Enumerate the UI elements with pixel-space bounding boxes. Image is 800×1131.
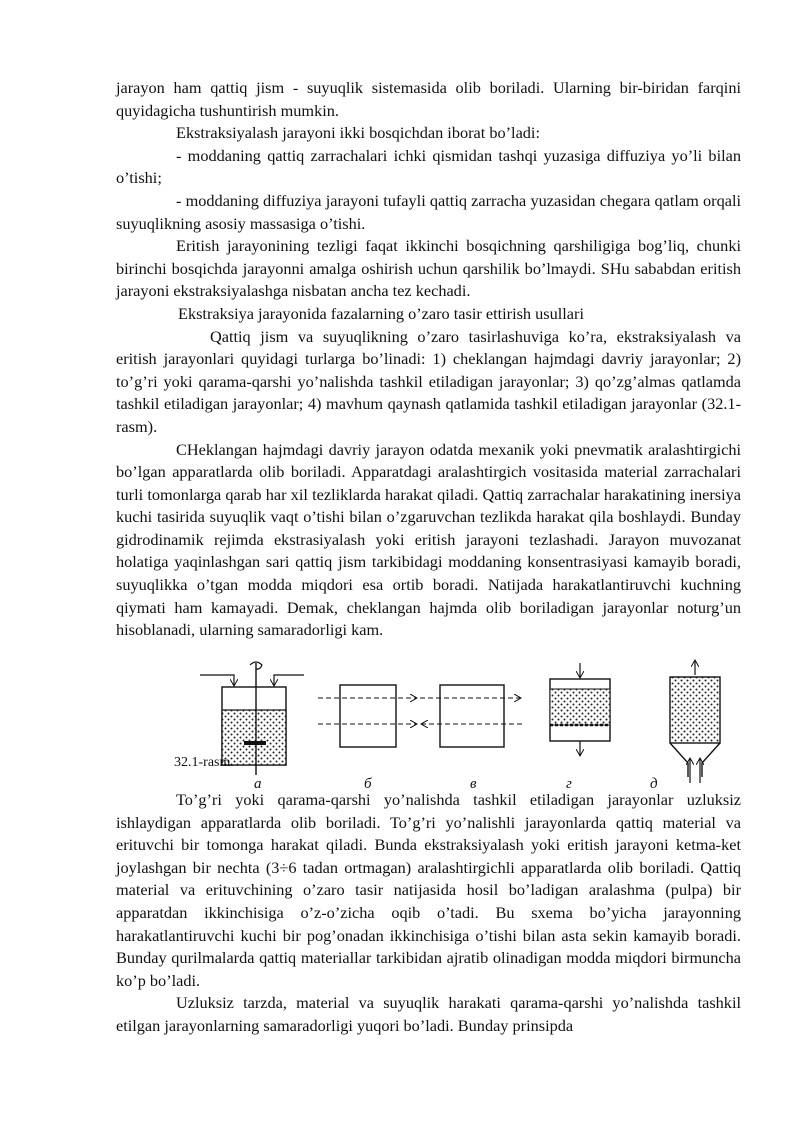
paragraph: jarayon ham qattiq jism - suyuqlik sistemasida olib boriladi. Ularning bir-biridan farqini quyidagicha tushuntirish mumkin.	[116, 78, 741, 120]
paragraph: Qattiq jism va suyuqlikning o’zaro tasirlashuviga ko’ra, ekstraksiyalash va eritish jarayonlari quyidagi turlarga bo’linadi: 1) cheklangan hajmdagi davriy jarayonlar; 2) to’g’ri yoki qarama-qarshi yo’nalishda tashkil etiladigan jarayonlar; 3) qo’zg’almas qatlamda tashkil etiladigan jarayonlar; 4) mavhum qaynash qatlamida tashkil etiladigan jarayonlar (32.1-rasm).	[116, 326, 741, 436]
paragraph: CHeklangan hajmdagi davriy jarayon odatda mexanik yoki pnevmatik aralashtirgichi bo’lgan apparatlarda olib boriladi. Apparatdagi aralashtirgich vositasida material zarrachalari turli tomonlarga qarab har xil tezliklarda harakat qiladi. Qattiq zarrachalar harakatining inersiya kuchi tasirida suyuqlik vaqt o’tishi bilan o’zgaruvchan tezlikda harakat qila boshlaydi. Bunday gidrodinamik rejimda ekstrasiyalash yoki eritish jarayoni tezlashadi. Jarayon muvozanat holatiga yaqinlashgan sari qattiq jism tarkibidagi moddaning konsentrasiyasi kamayib boradi, suyuqlikka o’tgan modda miqdori esa ortib boradi. Natijada harakatlantiruvchi kuchning qiymati ham kamayadi. Demak, cheklangan hajmda olib boriladigan jarayonlar noturg’un hisoblanadi, ularning samaradorligi kam.	[116, 439, 741, 640]
figure-label-g: г	[566, 776, 572, 792]
apparatus-b	[318, 685, 416, 747]
paragraph: Ekstraksiyalash jarayoni ikki bosqichdan iborat bo’ladi:	[176, 123, 540, 143]
figure-caption: 32.1-rasm.	[174, 755, 234, 770]
figure-drawing	[170, 655, 750, 795]
figure-label-a: а	[254, 776, 262, 792]
paragraph: To’g’ri yoki qarama-qarshi yo’nalishda tashkil etiladigan jarayonlar uzluksiz ishlaydigan apparatlarda olib boriladi. To’g’ri yo’nalishli jarayonlarda qattiq material va erituvchi bir tomonga harakat qiladi. Bunda ekstraksiyalash yoki eritish jarayoni ketma-ket joylashgan bir nechta (3÷6 tadan ortmagan) aralashtirgichli apparatlarda olib boriladi. Qattiq material va erituvchining o’zaro tasir natijasida hosil bo’ladigan aralashma (pulpa) bir apparatdan ikkinchisiga o’z-o’zicha oqib o’tadi. Bu sxema bo’yicha jarayonning harakatlantiruvchi kuchi bir pog’onadan ikkinchisiga o’tishi bilan asta sekin kamayib boradi. Bunday qurilmalarda qattiq materiallar tarkibidan ajratib olinadigan modda miqdori birmuncha ko’p bo’ladi.	[116, 790, 741, 990]
figure-label-d: д	[650, 776, 658, 792]
paragraph: - moddaning qattiq zarrachalari ichki qismidan tashqi yuzasiga diffuziya yo’li bilan o’tishi;	[116, 145, 741, 188]
apparatus-g	[550, 663, 610, 755]
paragraph: Eritish jarayonining tezligi faqat ikkinchi bosqichning qarshiligiga bog’liq, chunki birinchi bosqichda jarayonni amalga oshirish uchun qarshilik bo’lmaydi. SHu sababdan eritish jarayoni ekstraksiyalashga nisbatan ancha tez kechadi.	[116, 236, 741, 301]
apparatus-d	[670, 661, 720, 783]
text-block-bottom	[116, 789, 741, 1038]
figure-label-b: б	[364, 776, 372, 792]
apparatus-c	[420, 685, 522, 747]
figure-32-1	[170, 655, 750, 795]
figure-label-v: в	[470, 776, 477, 792]
paragraph: - moddaning diffuziya jarayoni tufayli qattiq zarracha yuzasidan chegara qatlam orqali suyuqlikning asosiy massasiga o’tishi.	[116, 190, 741, 233]
section-heading: Ekstraksiya jarayonida fazalarning o’zaro tasir ettirish usullari	[178, 303, 584, 323]
text-block-top	[116, 77, 741, 642]
paragraph: Uzluksiz tarzda, material va suyuqlik harakati qarama-qarshi yo’nalishda tashkil etilgan jarayonlarning samaradorligi yuqori bo’ladi. Bunday prinsipda	[116, 993, 741, 1035]
